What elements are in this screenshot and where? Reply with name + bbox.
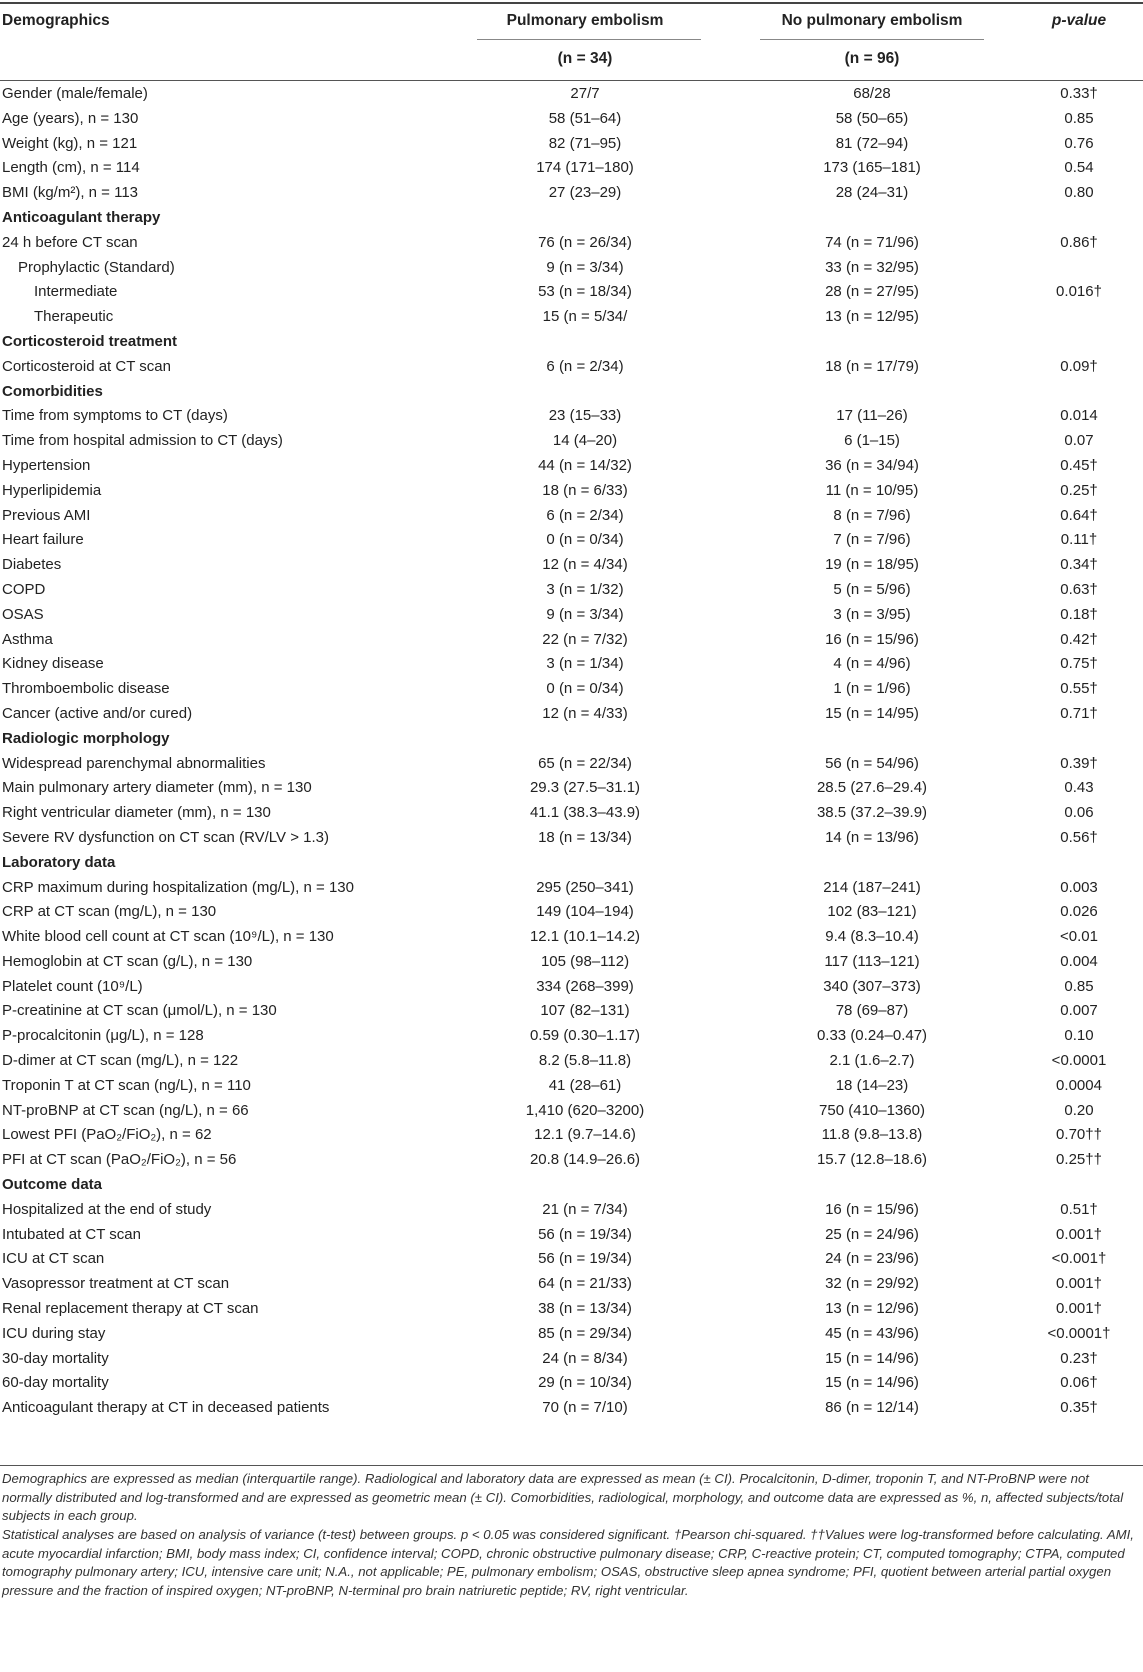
p-value-cell: 0.23† <box>1060 1349 1098 1367</box>
row-label: COPD <box>2 580 46 598</box>
p-value-cell: <0.0001† <box>1047 1324 1111 1342</box>
table-row <box>0 776 1143 801</box>
table-row <box>0 603 1143 628</box>
p-value-cell: 0.86† <box>1060 233 1098 251</box>
no-pe-cell: 36 (n = 34/94) <box>825 456 919 474</box>
table-row <box>0 454 1143 479</box>
section-header-row <box>0 380 1143 405</box>
pe-cell: 0 (n = 0/34) <box>546 680 624 698</box>
row-label: Troponin T at CT scan (ng/L), n = 110 <box>2 1076 251 1094</box>
p-value-cell: 0.20 <box>1064 1101 1094 1119</box>
pe-cell: 85 (n = 29/34) <box>538 1324 632 1342</box>
table-row <box>0 132 1143 157</box>
no-pe-cell: 68/28 <box>853 85 891 102</box>
table-row <box>0 355 1143 380</box>
row-label: OSAS <box>2 605 44 623</box>
pe-cell: 174 (171–180) <box>536 159 634 177</box>
row-label: Asthma <box>2 630 53 648</box>
table-row <box>0 801 1143 826</box>
pe-cell: 334 (268–399) <box>536 977 634 995</box>
header-no-pe-n: (n = 96) <box>844 50 900 67</box>
pe-cell: 3 (n = 1/32) <box>546 580 624 598</box>
row-label: ICU during stay <box>2 1324 106 1342</box>
no-pe-cell: 14 (n = 13/96) <box>825 828 919 846</box>
row-label: Time from symptoms to CT (days) <box>2 407 228 425</box>
no-pe-cell: 56 (n = 54/96) <box>825 754 919 772</box>
table-row <box>0 107 1143 132</box>
no-pe-cell: 15.7 (12.8–18.6) <box>816 1151 928 1169</box>
p-value-cell: 0.39† <box>1060 754 1098 772</box>
no-pe-cell: 74 (n = 71/96) <box>825 233 919 251</box>
row-label: Vasopressor treatment at CT scan <box>2 1275 230 1293</box>
row-label: Intermediate <box>34 283 118 301</box>
table-body <box>0 82 1143 1421</box>
no-pe-cell: 3 (n = 3/95) <box>833 605 911 623</box>
row-label: Intubated at CT scan <box>2 1225 141 1243</box>
p-value-cell: 0.75† <box>1060 655 1098 673</box>
table-row <box>0 1123 1143 1148</box>
header-bottom-rule <box>0 80 1143 81</box>
pe-cell: 20.8 (14.9–26.6) <box>529 1151 641 1169</box>
section-label: Anticoagulant therapy <box>2 208 161 226</box>
footnote-1 <box>2 1470 1138 1526</box>
no-pe-cell: 102 (83–121) <box>827 903 917 921</box>
table-row <box>0 950 1143 975</box>
table-row <box>0 256 1143 281</box>
pe-cell: 14 (4–20) <box>552 432 618 450</box>
pe-cell: 58 (51–64) <box>548 109 622 127</box>
section-label: Outcome data <box>2 1176 103 1194</box>
p-value-cell: 0.71† <box>1060 704 1098 722</box>
row-label: Platelet count (10⁹/L) <box>2 977 143 995</box>
row-label: 30-day mortality <box>2 1349 109 1367</box>
p-value-cell: 0.54 <box>1064 159 1094 177</box>
table-row <box>0 1099 1143 1124</box>
table-row <box>0 677 1143 702</box>
pe-cell: 21 (n = 7/34) <box>542 1200 628 1218</box>
table-row <box>0 82 1143 107</box>
pe-cell: 9 (n = 3/34) <box>546 605 624 623</box>
p-value-cell: 0.001† <box>1056 1225 1102 1243</box>
p-value-cell: 0.007 <box>1060 1002 1098 1020</box>
table-row <box>0 578 1143 603</box>
no-pe-cell: 17 (11–26) <box>836 407 908 425</box>
pe-cell: 53 (n = 18/34) <box>538 283 632 301</box>
row-label: P-creatinine at CT scan (μmol/L), n = 130 <box>2 1002 277 1020</box>
no-pe-cell: 15 (n = 14/96) <box>825 1374 919 1392</box>
no-pe-cell: 24 (n = 23/96) <box>825 1250 919 1268</box>
no-pe-cell: 58 (50–65) <box>835 109 909 127</box>
table-row <box>0 1049 1143 1074</box>
p-value-cell: 0.34† <box>1060 556 1098 574</box>
pe-cell: 56 (n = 19/34) <box>538 1225 632 1243</box>
table-row <box>0 702 1143 727</box>
header-underline-pe <box>477 39 701 40</box>
no-pe-cell: 28 (n = 27/95) <box>825 283 919 301</box>
pe-cell: 23 (15–33) <box>548 407 622 425</box>
p-value-cell: 0.004 <box>1060 952 1098 970</box>
section-label: Laboratory data <box>2 853 116 871</box>
pe-cell: 149 (104–194) <box>536 903 634 921</box>
table-row <box>0 975 1143 1000</box>
no-pe-cell: 1 (n = 1/96) <box>833 680 911 698</box>
pe-cell: 41.1 (38.3–43.9) <box>529 804 641 822</box>
p-value-cell: 0.25† <box>1060 481 1098 499</box>
p-value-cell: 0.07 <box>1064 432 1094 450</box>
p-value-cell: 0.001† <box>1056 1275 1102 1293</box>
row-label: PFI at CT scan (PaO₂/FiO₂), n = 56 <box>2 1151 237 1169</box>
table-row <box>0 156 1143 181</box>
no-pe-cell: 11 (n = 10/95) <box>825 481 919 499</box>
p-value-cell: <0.001† <box>1051 1250 1107 1268</box>
pe-cell: 6 (n = 2/34) <box>546 506 624 524</box>
table-row <box>0 1247 1143 1272</box>
header-pe-n: (n = 34) <box>557 50 613 67</box>
no-pe-cell: 13 (n = 12/96) <box>825 1300 919 1318</box>
row-label: Thromboembolic disease <box>2 680 170 698</box>
p-value-cell: 0.014 <box>1060 407 1098 425</box>
table-row <box>0 479 1143 504</box>
section-header-row <box>0 851 1143 876</box>
row-label: Widespread parenchymal abnormalities <box>2 754 266 772</box>
pe-cell: 27/7 <box>570 85 600 102</box>
p-value-cell: <0.01 <box>1060 928 1098 946</box>
footnote-1-text: Demographics are expressed as median (interquartile range). Radiological and laboratory data are expressed as mean (± CI). Procalcitonin, D-dimer, troponin T, and NT-ProBNP were not normally distributed and log-transformed and are expressed as geometric mean (± CI). Comorbidities, radiological, morphology, and outcome data are expressed as %, n, affected subjects/total subjects in each group. <box>2 1471 1124 1524</box>
pe-cell: 107 (82–131) <box>540 1002 630 1020</box>
no-pe-cell: 19 (n = 18/95) <box>825 556 919 574</box>
no-pe-cell: 11.8 (9.8–13.8) <box>821 1126 923 1144</box>
row-label: ICU at CT scan <box>2 1250 105 1268</box>
p-value-cell: <0.0001 <box>1051 1052 1107 1070</box>
p-value-cell: 0.45† <box>1060 456 1098 474</box>
p-value-cell: 0.85 <box>1064 109 1094 127</box>
no-pe-cell: 7 (n = 7/96) <box>833 531 911 549</box>
section-header-row <box>0 330 1143 355</box>
pe-cell: 82 (71–95) <box>548 134 622 152</box>
pe-cell: 12 (n = 4/34) <box>542 556 628 574</box>
table-row <box>0 752 1143 777</box>
pe-cell: 1,410 (620–3200) <box>525 1101 645 1119</box>
no-pe-cell: 0.33 (0.24–0.47) <box>816 1027 928 1045</box>
pe-cell: 41 (28–61) <box>548 1076 622 1094</box>
header-p-value: p-value <box>1051 12 1107 29</box>
row-label: Diabetes <box>2 556 62 574</box>
no-pe-cell: 16 (n = 15/96) <box>825 1200 919 1218</box>
section-label: Radiologic morphology <box>2 729 170 747</box>
row-label: D-dimer at CT scan (mg/L), n = 122 <box>2 1052 239 1070</box>
no-pe-cell: 4 (n = 4/96) <box>833 655 911 673</box>
pe-cell: 6 (n = 2/34) <box>546 357 624 375</box>
no-pe-cell: 6 (1–15) <box>844 432 900 450</box>
table-row <box>0 1396 1143 1421</box>
no-pe-cell: 16 (n = 15/96) <box>825 630 919 648</box>
p-value-cell: 0.0004 <box>1056 1076 1102 1094</box>
section-label: Corticosteroid treatment <box>2 332 178 350</box>
table-row <box>0 404 1143 429</box>
pe-cell: 3 (n = 1/34) <box>546 655 624 673</box>
p-value-cell: 0.70†† <box>1056 1126 1102 1144</box>
pe-cell: 38 (n = 13/34) <box>538 1300 632 1318</box>
pe-cell: 29.3 (27.5–31.1) <box>529 779 641 797</box>
no-pe-cell: 33 (n = 32/95) <box>825 258 919 276</box>
p-value-cell: 0.63† <box>1060 580 1098 598</box>
table-row <box>0 652 1143 677</box>
row-label: Hyperlipidemia <box>2 481 102 499</box>
pe-cell: 24 (n = 8/34) <box>542 1349 628 1367</box>
pe-cell: 12.1 (9.7–14.6) <box>534 1126 636 1144</box>
p-value-cell: 0.43 <box>1064 779 1094 797</box>
row-label: Hospitalized at the end of study <box>2 1200 212 1218</box>
row-label: 24 h before CT scan <box>2 233 138 251</box>
table-row <box>0 504 1143 529</box>
pe-cell: 70 (n = 7/10) <box>542 1399 628 1417</box>
row-label: BMI (kg/m²), n = 113 <box>2 184 139 202</box>
table-row <box>0 1347 1143 1372</box>
p-value-cell: 0.11† <box>1060 531 1098 549</box>
no-pe-cell: 173 (165–181) <box>823 159 921 177</box>
p-value-cell: 0.35† <box>1060 1399 1098 1417</box>
table-row <box>0 1024 1143 1049</box>
p-value-cell: 0.016† <box>1056 283 1102 301</box>
no-pe-cell: 38.5 (37.2–39.9) <box>816 804 928 822</box>
p-value-cell: 0.80 <box>1064 184 1094 202</box>
no-pe-cell: 18 (14–23) <box>835 1076 909 1094</box>
pe-cell: 0.59 (0.30–1.17) <box>529 1027 641 1045</box>
table-row <box>0 1371 1143 1396</box>
table-row <box>0 305 1143 330</box>
p-value-cell: 0.42† <box>1060 630 1098 648</box>
p-value-cell: 0.51† <box>1060 1200 1098 1218</box>
no-pe-cell: 2.1 (1.6–2.7) <box>829 1052 915 1070</box>
row-label: Weight (kg), n = 121 <box>2 134 138 152</box>
row-label: NT-proBNP at CT scan (ng/L), n = 66 <box>2 1101 249 1119</box>
pe-cell: 29 (n = 10/34) <box>538 1374 632 1392</box>
p-value-cell: 0.56† <box>1060 828 1098 846</box>
table-row <box>0 900 1143 925</box>
row-label: Age (years), n = 130 <box>2 109 139 127</box>
table-row <box>0 1297 1143 1322</box>
row-label: Cancer (active and/or cured) <box>2 704 193 722</box>
no-pe-cell: 214 (187–241) <box>823 878 921 896</box>
no-pe-cell: 78 (69–87) <box>835 1002 909 1020</box>
header-underline-no-pe <box>760 39 984 40</box>
no-pe-cell: 32 (n = 29/92) <box>825 1275 919 1293</box>
table-row <box>0 1322 1143 1347</box>
no-pe-cell: 117 (113–121) <box>824 952 920 970</box>
pe-cell: 15 (n = 5/34/ <box>542 308 628 326</box>
row-label: CRP at CT scan (mg/L), n = 130 <box>2 903 217 921</box>
footnote-2-text: Statistical analyses are based on analysis of variance (t-test) between groups. p < 0.05 was considered significant. †Pearson chi-squared. ††Values were log-transformed before calculating. AMI, acute myocardial infarction; BMI, body mass index; CI, confidence interval; COPD, chronic obstructive pulmonary disease; CRP, C-reactive protein; CT, computed tomography; CTPA, computed tomography pulmonary artery; ICU, intensive care unit; N.A., not applicable; PE, pulmonary embolism; OSAS, obstructive sleep apnea syndrome; PFI, quotient between arterial partial oxygen pressure and the fraction of inspired oxygen; NT-proBNP, N-terminal pro brain natriuretic peptide; RV, right ventricular. <box>2 1527 1134 1598</box>
header-no-pulmonary-embolism: No pulmonary embolism <box>781 12 963 29</box>
no-pe-cell: 5 (n = 5/96) <box>833 580 911 598</box>
row-label: White blood cell count at CT scan (10⁹/L), n = 130 <box>2 928 334 946</box>
pe-cell: 9 (n = 3/34) <box>546 258 624 276</box>
p-value-cell: 0.18† <box>1060 605 1098 623</box>
row-label: Therapeutic <box>34 308 114 326</box>
row-label: Gender (male/female) <box>2 85 148 102</box>
no-pe-cell: 81 (72–94) <box>835 134 909 152</box>
table-row <box>0 553 1143 578</box>
row-label: Kidney disease <box>2 655 104 673</box>
table-row <box>0 1223 1143 1248</box>
pe-cell: 8.2 (5.8–11.8) <box>538 1052 632 1070</box>
table-row <box>0 1198 1143 1223</box>
p-value-cell: 0.76 <box>1064 134 1094 152</box>
section-header-row <box>0 1173 1143 1198</box>
section-label: Comorbidities <box>2 382 103 400</box>
pe-cell: 12 (n = 4/33) <box>542 704 628 722</box>
no-pe-cell: 86 (n = 12/14) <box>825 1399 919 1417</box>
table-row <box>0 528 1143 553</box>
section-header-row <box>0 206 1143 231</box>
p-value-cell: 0.003 <box>1060 878 1098 896</box>
p-value-cell: 0.85 <box>1064 977 1094 995</box>
pe-cell: 76 (n = 26/34) <box>538 233 632 251</box>
row-label: Severe RV dysfunction on CT scan (RV/LV > 1.3) <box>2 828 329 846</box>
table-row <box>0 826 1143 851</box>
footnote-2 <box>2 1526 1138 1600</box>
header-demographics: Demographics <box>2 12 110 29</box>
p-value-cell: 0.25†† <box>1056 1151 1102 1169</box>
no-pe-cell: 750 (410–1360) <box>819 1101 925 1119</box>
table-top-rule <box>0 2 1143 4</box>
row-label: Hypertension <box>2 456 91 474</box>
no-pe-cell: 13 (n = 12/95) <box>825 308 919 326</box>
no-pe-cell: 8 (n = 7/96) <box>833 506 911 524</box>
p-value-cell: 0.33† <box>1060 85 1098 102</box>
pe-cell: 56 (n = 19/34) <box>538 1250 632 1268</box>
pe-cell: 0 (n = 0/34) <box>546 531 624 549</box>
row-label: Hemoglobin at CT scan (g/L), n = 130 <box>2 952 253 970</box>
table-row <box>0 181 1143 206</box>
table-bottom-rule <box>0 1465 1143 1466</box>
no-pe-cell: 15 (n = 14/95) <box>825 704 919 722</box>
row-label: CRP maximum during hospitalization (mg/L), n = 130 <box>2 878 354 896</box>
pe-cell: 105 (98–112) <box>540 952 630 970</box>
table-row <box>0 231 1143 256</box>
table-row <box>0 429 1143 454</box>
row-label: Right ventricular diameter (mm), n = 130 <box>2 804 271 822</box>
p-value-cell: 0.06 <box>1064 804 1094 822</box>
row-label: Main pulmonary artery diameter (mm), n = 130 <box>2 779 312 797</box>
no-pe-cell: 45 (n = 43/96) <box>825 1324 919 1342</box>
table-row <box>0 925 1143 950</box>
p-value-cell: 0.55† <box>1060 680 1098 698</box>
row-label: Renal replacement therapy at CT scan <box>2 1300 259 1318</box>
section-header-row <box>0 727 1143 752</box>
table-row <box>0 1148 1143 1173</box>
row-label: Previous AMI <box>2 506 91 524</box>
row-label: Lowest PFI (PaO₂/FiO₂), n = 62 <box>2 1126 212 1144</box>
pe-cell: 64 (n = 21/33) <box>538 1275 632 1293</box>
p-value-cell: 0.10 <box>1064 1027 1094 1045</box>
row-label: P-procalcitonin (μg/L), n = 128 <box>2 1027 204 1045</box>
pe-cell: 295 (250–341) <box>536 878 634 896</box>
p-value-cell: 0.64† <box>1060 506 1098 524</box>
no-pe-cell: 28.5 (27.6–29.4) <box>816 779 928 797</box>
no-pe-cell: 340 (307–373) <box>823 977 921 995</box>
pe-cell: 18 (n = 13/34) <box>538 828 632 846</box>
pe-cell: 65 (n = 22/34) <box>538 754 632 772</box>
p-value-cell: 0.09† <box>1060 357 1098 375</box>
table-row <box>0 999 1143 1024</box>
pe-cell: 12.1 (10.1–14.2) <box>529 928 641 946</box>
no-pe-cell: 28 (24–31) <box>835 184 909 202</box>
pe-cell: 22 (n = 7/32) <box>542 630 628 648</box>
row-label: Prophylactic (Standard) <box>18 258 175 276</box>
no-pe-cell: 18 (n = 17/79) <box>825 357 919 375</box>
pe-cell: 44 (n = 14/32) <box>538 456 632 474</box>
row-label: Time from hospital admission to CT (days) <box>2 432 283 450</box>
no-pe-cell: 15 (n = 14/96) <box>825 1349 919 1367</box>
pe-cell: 18 (n = 6/33) <box>542 481 628 499</box>
row-label: Corticosteroid at CT scan <box>2 357 171 375</box>
p-value-cell: 0.001† <box>1056 1300 1102 1318</box>
no-pe-cell: 9.4 (8.3–10.4) <box>825 928 919 946</box>
p-value-cell: 0.026 <box>1060 903 1098 921</box>
pe-cell: 27 (23–29) <box>548 184 622 202</box>
table-row <box>0 1272 1143 1297</box>
row-label: Heart failure <box>2 531 84 549</box>
table-row <box>0 876 1143 901</box>
table-row <box>0 1074 1143 1099</box>
table-row <box>0 628 1143 653</box>
no-pe-cell: 25 (n = 24/96) <box>825 1225 919 1243</box>
row-label: Length (cm), n = 114 <box>2 159 140 177</box>
row-label: 60-day mortality <box>2 1374 109 1392</box>
table-row <box>0 280 1143 305</box>
header-pulmonary-embolism: Pulmonary embolism <box>506 12 664 29</box>
p-value-cell: 0.06† <box>1060 1374 1098 1392</box>
row-label: Anticoagulant therapy at CT in deceased patients <box>2 1399 330 1417</box>
